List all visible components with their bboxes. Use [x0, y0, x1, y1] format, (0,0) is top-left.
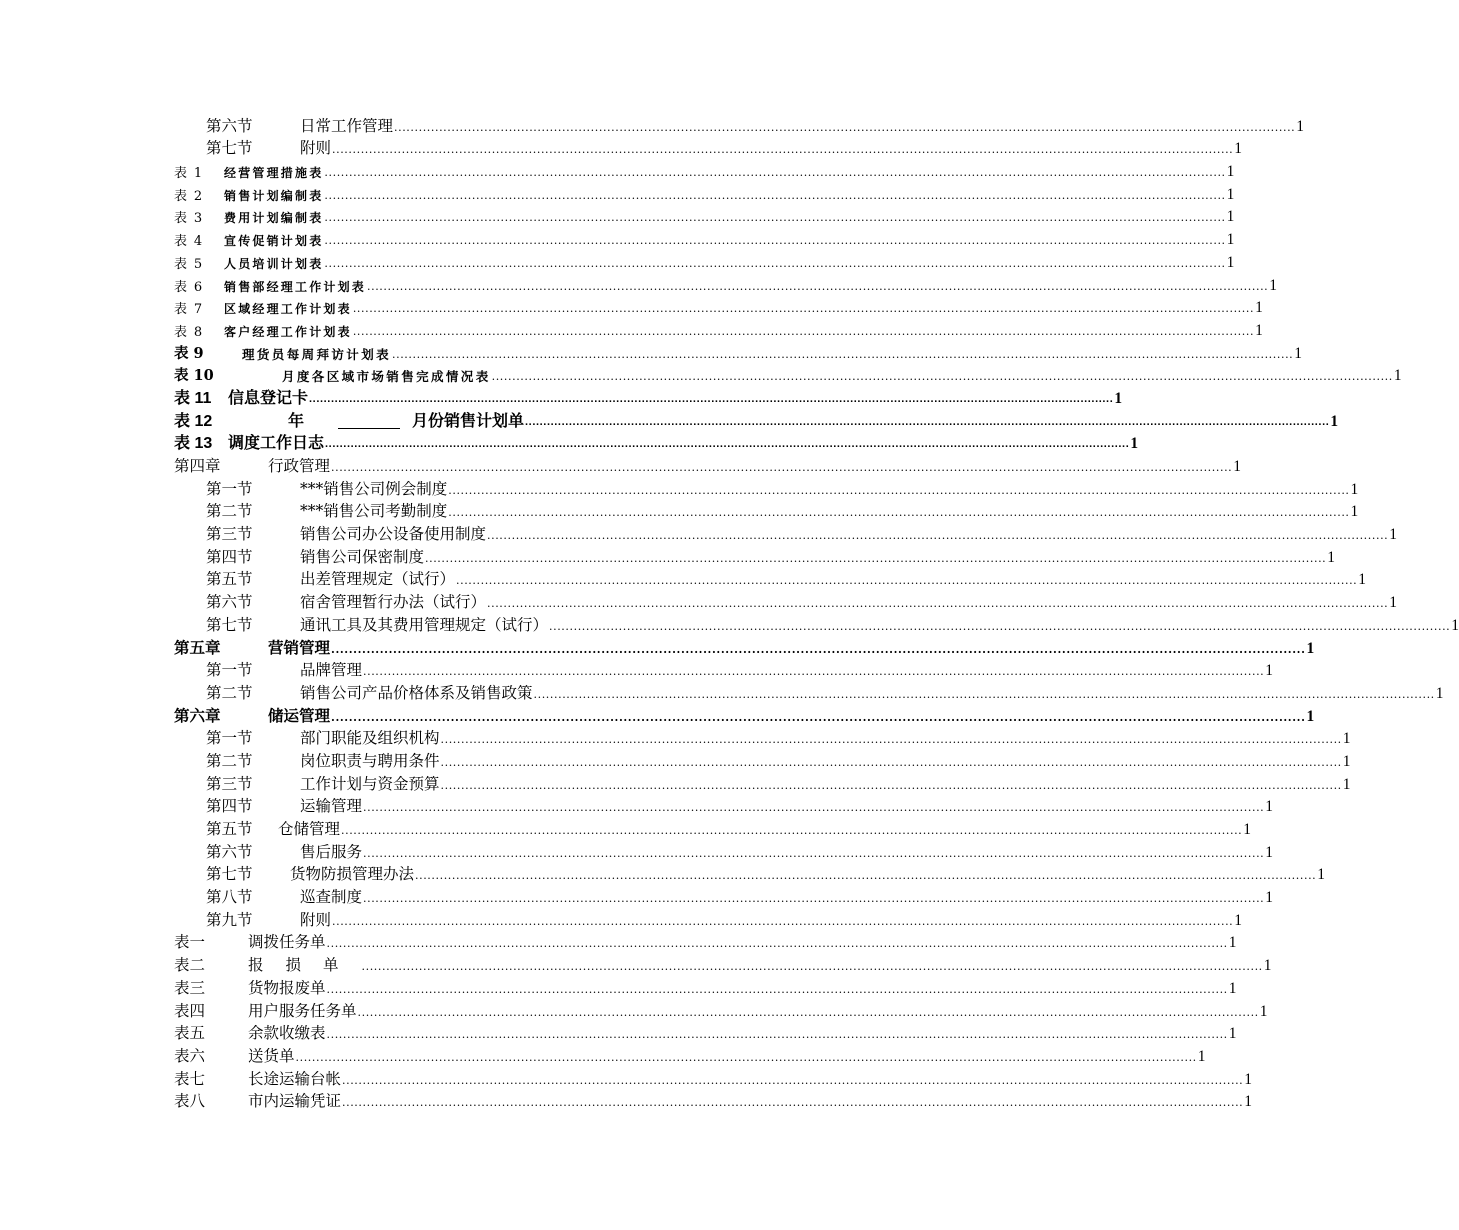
- toc-page-number: 1: [1296, 117, 1305, 135]
- table-of-contents: [174, 113, 1459, 1111]
- toc-entry-label: [174, 522, 486, 544]
- toc-dot-leader: ............................................................................................................................................................................................................................: [331, 461, 1233, 474]
- toc-entry-title-prefix: 年: [288, 412, 305, 430]
- toc-entry-label: [174, 726, 440, 748]
- toc-entry[interactable]: [174, 567, 1367, 590]
- toc-entry[interactable]: [174, 499, 1359, 522]
- toc-dot-leader: ............................................................................................................................................................................................................................: [342, 1096, 1244, 1110]
- toc-entry[interactable]: [174, 385, 1123, 408]
- toc-entry-label: [174, 207, 323, 226]
- toc-entry[interactable]: [174, 363, 1402, 386]
- toc-dot-leader: ............................................................................................................................................................................................................................: [324, 166, 1226, 180]
- toc-entry-title: 理货员每周拜访计划表: [242, 346, 392, 362]
- toc-entry-number: 表一: [174, 933, 206, 952]
- toc-entry-title: 经营管理措施表: [224, 166, 324, 181]
- toc-page-number: 1: [1226, 208, 1236, 226]
- toc-entry-number: 第三节: [206, 525, 253, 544]
- toc-dot-leader: ............................................................................................................................................................................................................................: [367, 279, 1269, 293]
- toc-entry[interactable]: [174, 884, 1274, 907]
- toc-page-number: 1: [1234, 911, 1243, 929]
- toc-entry-number: 第一节: [206, 479, 253, 498]
- toc-page-number: 1: [1350, 480, 1359, 498]
- toc-entry-number: 第七节: [206, 139, 253, 158]
- toc-entry-number: 表六: [174, 1046, 206, 1065]
- toc-dot-leader: ............................................................................................................................................................................................................................: [363, 665, 1265, 679]
- toc-dot-leader: ............................................................................................................................................................................................................................: [331, 710, 1306, 724]
- toc-entry-label: [174, 908, 331, 930]
- toc-page-number: 1: [1342, 730, 1351, 748]
- toc-dot-leader: ............................................................................................................................................................................................................................: [392, 347, 1294, 361]
- toc-entry-label: [174, 704, 330, 726]
- toc-entry-number: 表 13: [174, 435, 213, 453]
- toc-entry-number: 表二: [174, 956, 206, 975]
- toc-entry-title: 品牌管理: [300, 661, 363, 680]
- toc-entry-title: 销售公司保密制度: [300, 547, 425, 566]
- toc-entry-title: 调拨任务单: [248, 933, 326, 952]
- toc-entry-label: [174, 749, 440, 771]
- toc-dot-leader: ............................................................................................................................................................................................................................: [331, 642, 1306, 656]
- toc-dot-leader: ............................................................................................................................................................................................................................: [549, 619, 1451, 633]
- toc-page-number: 1: [1130, 435, 1139, 453]
- toc-entry[interactable]: [174, 340, 1303, 363]
- toc-entry-title: 送货单: [248, 1046, 295, 1065]
- toc-entry-label: [174, 342, 391, 363]
- toc-entry-title: 区域经理工作计划表: [224, 302, 352, 317]
- toc-entry-number: 表 5: [174, 256, 204, 272]
- toc-entry-title: 费用计划编制表: [224, 211, 324, 226]
- toc-entry-label: [174, 930, 326, 952]
- toc-entry-title: 附则: [300, 139, 332, 158]
- toc-entry-title: 长途运输台帐: [248, 1069, 342, 1088]
- toc-entry-label: [174, 385, 308, 408]
- toc-entry-number: 第六节: [206, 593, 253, 612]
- toc-dot-leader: ............................................................................................................................................................................................................................: [487, 597, 1389, 611]
- toc-page-number: 1: [1244, 1070, 1253, 1088]
- toc-entry-title: 销售计划编制表: [224, 188, 324, 203]
- toc-dot-leader: ............................................................................................................................................................................................................................: [332, 914, 1234, 928]
- toc-dot-leader: ............................................................................................................................................................................................................................: [487, 529, 1389, 543]
- toc-entry-label: [174, 477, 447, 499]
- toc-page-number: 1: [1306, 639, 1315, 657]
- toc-entry-number: 表七: [174, 1069, 206, 1088]
- toc-page-number: 1: [1226, 231, 1236, 249]
- toc-entry-number: 表 6: [174, 279, 204, 295]
- toc-page-number: 1: [1255, 299, 1265, 317]
- toc-page-number: 1: [1255, 321, 1265, 339]
- toc-entry[interactable]: [174, 113, 1305, 136]
- toc-dot-leader: ............................................................................................................................................................................................................................: [352, 302, 1255, 316]
- toc-entry-number: 第三节: [206, 774, 253, 793]
- toc-dot-leader: ............................................................................................................................................................................................................................: [456, 574, 1358, 588]
- toc-entry-number: 第一节: [206, 729, 253, 748]
- toc-page-number: 1: [1327, 548, 1336, 566]
- toc-page-number: 1: [1226, 185, 1236, 203]
- toc-entry-label: [174, 408, 524, 431]
- toc-entry-title: 信息登记卡: [228, 389, 309, 407]
- toc-entry-title: 人员培训计划表: [224, 256, 324, 271]
- toc-entry-label: [174, 862, 414, 884]
- toc-page-number: 1: [1358, 571, 1367, 589]
- toc-page-number: 1: [1234, 140, 1243, 158]
- toc-entry-number: 第七节: [206, 615, 253, 634]
- toc-page-number: 1: [1306, 707, 1315, 725]
- toc-entry[interactable]: [174, 862, 1326, 885]
- toc-dot-leader: ............................................................................................................................................................................................................................: [425, 551, 1327, 565]
- toc-entry-number: 表四: [174, 1001, 206, 1020]
- toc-entry-number: 表 9: [174, 344, 204, 362]
- toc-entry-title: 营销管理: [268, 637, 331, 657]
- toc-page-number: 1: [1265, 889, 1274, 907]
- toc-entry-title: 巡查制度: [300, 888, 363, 907]
- toc-entry-title: 储运管理: [268, 705, 331, 725]
- toc-entry[interactable]: [174, 635, 1315, 658]
- toc-dot-leader: ............................................................................................................................................................................................................................: [448, 506, 1350, 520]
- toc-entry-title: 售后服务: [300, 842, 363, 861]
- toc-entry-number: 表 2: [174, 188, 204, 204]
- toc-entry-title: ***销售公司考勤制度: [300, 502, 448, 521]
- toc-entry-label: [174, 885, 362, 907]
- toc-entry[interactable]: [174, 272, 1279, 295]
- toc-entry-label: [174, 613, 548, 635]
- toc-page-number: 1: [1330, 412, 1339, 430]
- toc-entry[interactable]: [174, 1021, 1237, 1044]
- toc-entry[interactable]: [174, 680, 1444, 703]
- toc-page-number: 1: [1342, 752, 1351, 770]
- toc-page-number: 1: [1317, 866, 1326, 884]
- toc-entry-title: 销售部经理工作计划表: [224, 279, 367, 294]
- toc-dot-leader: ............................................................................................................................................................................................................................: [533, 687, 1435, 701]
- toc-entry-number: 表 1: [174, 166, 204, 182]
- toc-entry[interactable]: [174, 816, 1252, 839]
- toc-entry-label: [174, 430, 324, 453]
- toc-entry[interactable]: [174, 476, 1359, 499]
- toc-entry-label: [174, 364, 491, 385]
- toc-dot-leader: ............................................................................................................................................................................................................................: [363, 892, 1265, 906]
- toc-entry[interactable]: [174, 295, 1265, 318]
- toc-entry[interactable]: [174, 317, 1265, 340]
- toc-entry[interactable]: [174, 1089, 1253, 1112]
- toc-entry-number: 表 11: [174, 389, 212, 407]
- toc-entry-title: 货物防损管理办法: [290, 865, 415, 884]
- toc-entry[interactable]: [174, 612, 1459, 635]
- toc-entry-label: [174, 636, 330, 658]
- toc-entry-label: [174, 1089, 341, 1111]
- toc-entry[interactable]: [174, 204, 1236, 227]
- toc-entry-title: 通讯工具及其费用管理规定（试行）: [300, 615, 549, 634]
- toc-entry-title: 运输管理: [300, 797, 363, 816]
- toc-entry-label: [174, 276, 366, 295]
- toc-page-number: 1: [1233, 458, 1242, 475]
- toc-entry-number: 第四节: [206, 797, 253, 816]
- toc-dot-leader: ............................................................................................................................................................................................................................: [332, 143, 1234, 157]
- toc-entry[interactable]: [174, 726, 1351, 749]
- toc-entry-number: 第四章: [174, 457, 221, 475]
- toc-entry-label: [174, 953, 361, 975]
- toc-page-number: 1: [1435, 684, 1444, 702]
- toc-entry-title: 行政管理: [268, 457, 331, 475]
- toc-entry-label: [174, 567, 455, 589]
- toc-dot-leader: ............................................................................................................................................................................................................................: [324, 188, 1226, 202]
- toc-entry-label: [174, 499, 447, 521]
- toc-entry[interactable]: [174, 521, 1398, 544]
- toc-entry-title: 仓储管理: [278, 820, 341, 838]
- toc-entry-number: 第六章: [174, 705, 221, 725]
- toc-entry[interactable]: [174, 998, 1268, 1021]
- toc-entry[interactable]: [174, 930, 1237, 953]
- toc-entry-number: 第九节: [206, 910, 253, 929]
- toc-page-number: 1: [1197, 1047, 1206, 1065]
- toc-entry-label: [174, 658, 362, 680]
- toc-page-number: 1: [1265, 843, 1274, 861]
- toc-entry-label: [174, 321, 352, 340]
- toc-entry[interactable]: [174, 794, 1274, 817]
- toc-entry[interactable]: [174, 136, 1243, 159]
- fill-in-blank: [338, 427, 400, 429]
- toc-entry-label: [174, 298, 352, 317]
- toc-page-number: 1: [1259, 1002, 1268, 1020]
- toc-entry[interactable]: [174, 408, 1339, 431]
- toc-entry-title: 报损单: [248, 956, 361, 975]
- toc-entry[interactable]: [174, 589, 1398, 612]
- toc-page-number: 1: [1265, 798, 1274, 816]
- toc-entry-number: 第五节: [206, 570, 253, 589]
- toc-entry-title: 余款收缴表: [248, 1024, 326, 1043]
- toc-entry-number: 表五: [174, 1024, 206, 1043]
- toc-dot-leader: ............................................................................................................................................................................................................................: [448, 483, 1350, 497]
- toc-dot-leader: ............................................................................................................................................................................................................................: [394, 120, 1296, 134]
- toc-page-number: 1: [1265, 662, 1274, 680]
- toc-entry-title: 岗位职责与聘用条件: [300, 751, 440, 770]
- toc-entry-number: 表三: [174, 978, 206, 997]
- toc-page-number: 1: [1114, 389, 1123, 407]
- toc-entry[interactable]: [174, 453, 1242, 476]
- toc-entry-label: [174, 162, 323, 181]
- toc-entry-number: 第八节: [206, 888, 253, 907]
- toc-dot-leader: ............................................................................................................................................................................................................................: [440, 778, 1342, 792]
- toc-dot-leader: ............................................................................................................................................................................................................................: [415, 869, 1317, 883]
- toc-entry-number: 表 4: [174, 234, 204, 250]
- toc-entry-label: [174, 1067, 341, 1089]
- toc-entry-title: 月度各区域市场销售完成情况表: [282, 369, 491, 385]
- toc-entry-title: 月份销售计划单: [412, 412, 525, 430]
- toc-entry-number: 第七节: [206, 865, 253, 884]
- toc-entry[interactable]: [174, 158, 1236, 182]
- toc-entry-number: 第五节: [206, 820, 253, 838]
- toc-entry-number: 第五章: [174, 637, 221, 657]
- toc-entry[interactable]: [174, 1043, 1206, 1066]
- toc-entry-number: 第二节: [206, 683, 253, 702]
- toc-entry-number: 第一节: [206, 661, 253, 680]
- toc-page-number: 1: [1228, 934, 1237, 952]
- toc-dot-leader: ............................................................................................................................................................................................................................: [326, 937, 1228, 951]
- toc-dot-leader: ............................................................................................................................................................................................................................: [363, 801, 1265, 815]
- toc-dot-leader: ............................................................................................................................................................................................................................: [342, 1073, 1244, 1087]
- toc-dot-leader: ............................................................................................................................................................................................................................: [363, 846, 1265, 860]
- toc-dot-leader: ............................................................................................................................................................................................................................: [326, 1028, 1228, 1042]
- toc-entry[interactable]: [174, 771, 1351, 794]
- toc-page-number: 1: [1389, 594, 1398, 612]
- toc-entry[interactable]: [174, 839, 1274, 862]
- toc-entry[interactable]: [174, 1066, 1253, 1089]
- toc-entry-number: 第六节: [206, 116, 253, 135]
- toc-entry-title: 客户经理工作计划表: [224, 324, 352, 339]
- toc-entry-title: 销售公司办公设备使用制度: [300, 525, 487, 544]
- toc-entry-title: 日常工作管理: [300, 116, 394, 135]
- toc-entry[interactable]: [174, 226, 1236, 250]
- toc-page-number: 1: [1226, 163, 1236, 181]
- toc-entry-label: [174, 1021, 326, 1043]
- toc-entry-title: 宿舍管理暂行办法（试行）: [300, 593, 487, 612]
- toc-entry-label: [174, 681, 533, 703]
- toc-entry-label: [174, 545, 424, 567]
- toc-entry-label: [174, 185, 323, 204]
- toc-entry-number: 第二节: [206, 502, 253, 521]
- toc-entry[interactable]: [174, 703, 1315, 726]
- toc-entry-label: [174, 253, 323, 272]
- toc-entry[interactable]: [174, 181, 1236, 204]
- toc-page-number: 1: [1451, 616, 1459, 634]
- toc-entry-number: 表 7: [174, 302, 204, 318]
- toc-dot-leader: ............................................................................................................................................................................................................................: [324, 211, 1226, 225]
- toc-entry-number: 第二节: [206, 751, 253, 770]
- toc-entry-number: 表 12: [174, 412, 213, 430]
- toc-entry-number: 表 10: [174, 367, 214, 385]
- toc-entry-title: 出差管理规定（试行）: [300, 570, 456, 589]
- toc-dot-leader: ............................................................................................................................................................................................................................: [295, 1050, 1197, 1064]
- toc-page-number: 1: [1342, 775, 1351, 793]
- toc-entry-title: 用户服务任务单: [248, 1001, 357, 1020]
- toc-entry-label: [174, 817, 340, 839]
- toc-page-number: 1: [1228, 979, 1237, 997]
- toc-entry-title: 市内运输凭证: [248, 1092, 342, 1111]
- toc-entry[interactable]: [174, 748, 1351, 771]
- toc-page-number: 1: [1263, 957, 1272, 975]
- toc-page-number: 1: [1243, 821, 1252, 838]
- toc-dot-leader: ............................................................................................................................................................................................................................: [440, 755, 1342, 769]
- toc-page-number: 1: [1226, 253, 1236, 271]
- toc-entry-label: [174, 136, 331, 158]
- toc-entry-title: 宣传促销计划表: [224, 234, 324, 249]
- toc-entry[interactable]: [174, 249, 1236, 272]
- toc-entry-title: 调度工作日志: [228, 435, 325, 453]
- toc-entry-title: 部门职能及组织机构: [300, 729, 440, 748]
- toc-entry-label: [174, 1044, 295, 1066]
- toc-dot-leader: ............................................................................................................................................................................................................................: [352, 324, 1255, 338]
- toc-page-number: 1: [1294, 344, 1303, 362]
- toc-page-number: 1: [1228, 1025, 1237, 1043]
- toc-entry[interactable]: [174, 431, 1139, 454]
- toc-dot-leader: ............................................................................................................................................................................................................................: [361, 960, 1263, 974]
- toc-entry-label: [174, 230, 323, 249]
- toc-entry-label: [174, 590, 486, 612]
- toc-entry-number: 表八: [174, 1092, 206, 1111]
- toc-entry-label: [174, 114, 393, 136]
- toc-entry-number: 表 3: [174, 211, 204, 227]
- toc-entry-label: [174, 976, 326, 998]
- toc-entry-number: 第四节: [206, 547, 253, 566]
- toc-dot-leader: ............................................................................................................................................................................................................................: [309, 392, 1114, 405]
- toc-dot-leader: ............................................................................................................................................................................................................................: [324, 256, 1226, 270]
- toc-page-number: 1: [1393, 367, 1402, 385]
- toc-dot-leader: ............................................................................................................................................................................................................................: [325, 438, 1130, 451]
- toc-entry[interactable]: [174, 907, 1243, 930]
- toc-dot-leader: ............................................................................................................................................................................................................................: [324, 234, 1226, 248]
- toc-dot-leader: ............................................................................................................................................................................................................................: [341, 824, 1243, 837]
- toc-entry-label: [174, 999, 357, 1021]
- toc-entry-label: [174, 454, 330, 476]
- toc-entry-number: 表 8: [174, 324, 204, 340]
- toc-entry-title: 附则: [300, 910, 332, 929]
- toc-page-number: 1: [1244, 1093, 1253, 1111]
- toc-entry[interactable]: [174, 658, 1274, 681]
- toc-dot-leader: ............................................................................................................................................................................................................................: [525, 415, 1330, 428]
- toc-entry-label: [174, 772, 440, 794]
- toc-entry-title: ***销售公司例会制度: [300, 479, 448, 498]
- toc-entry-number: 第六节: [206, 842, 253, 861]
- toc-entry[interactable]: [174, 544, 1336, 567]
- toc-page-number: 1: [1350, 503, 1359, 521]
- toc-entry[interactable]: [174, 975, 1237, 998]
- toc-entry-title: 工作计划与资金预算: [300, 774, 440, 793]
- toc-entry-title: 货物报废单: [248, 978, 326, 997]
- toc-dot-leader: ............................................................................................................................................................................................................................: [357, 1005, 1259, 1019]
- toc-entry-title: 销售公司产品价格体系及销售政策: [300, 683, 533, 702]
- toc-dot-leader: ............................................................................................................................................................................................................................: [491, 370, 1393, 384]
- toc-entry-label: [174, 840, 362, 862]
- toc-page-number: 1: [1389, 526, 1398, 544]
- toc-entry-label: [174, 794, 362, 816]
- toc-entry[interactable]: [174, 952, 1272, 975]
- toc-dot-leader: ............................................................................................................................................................................................................................: [326, 982, 1228, 996]
- toc-dot-leader: ............................................................................................................................................................................................................................: [440, 733, 1342, 747]
- toc-page-number: 1: [1269, 276, 1279, 294]
